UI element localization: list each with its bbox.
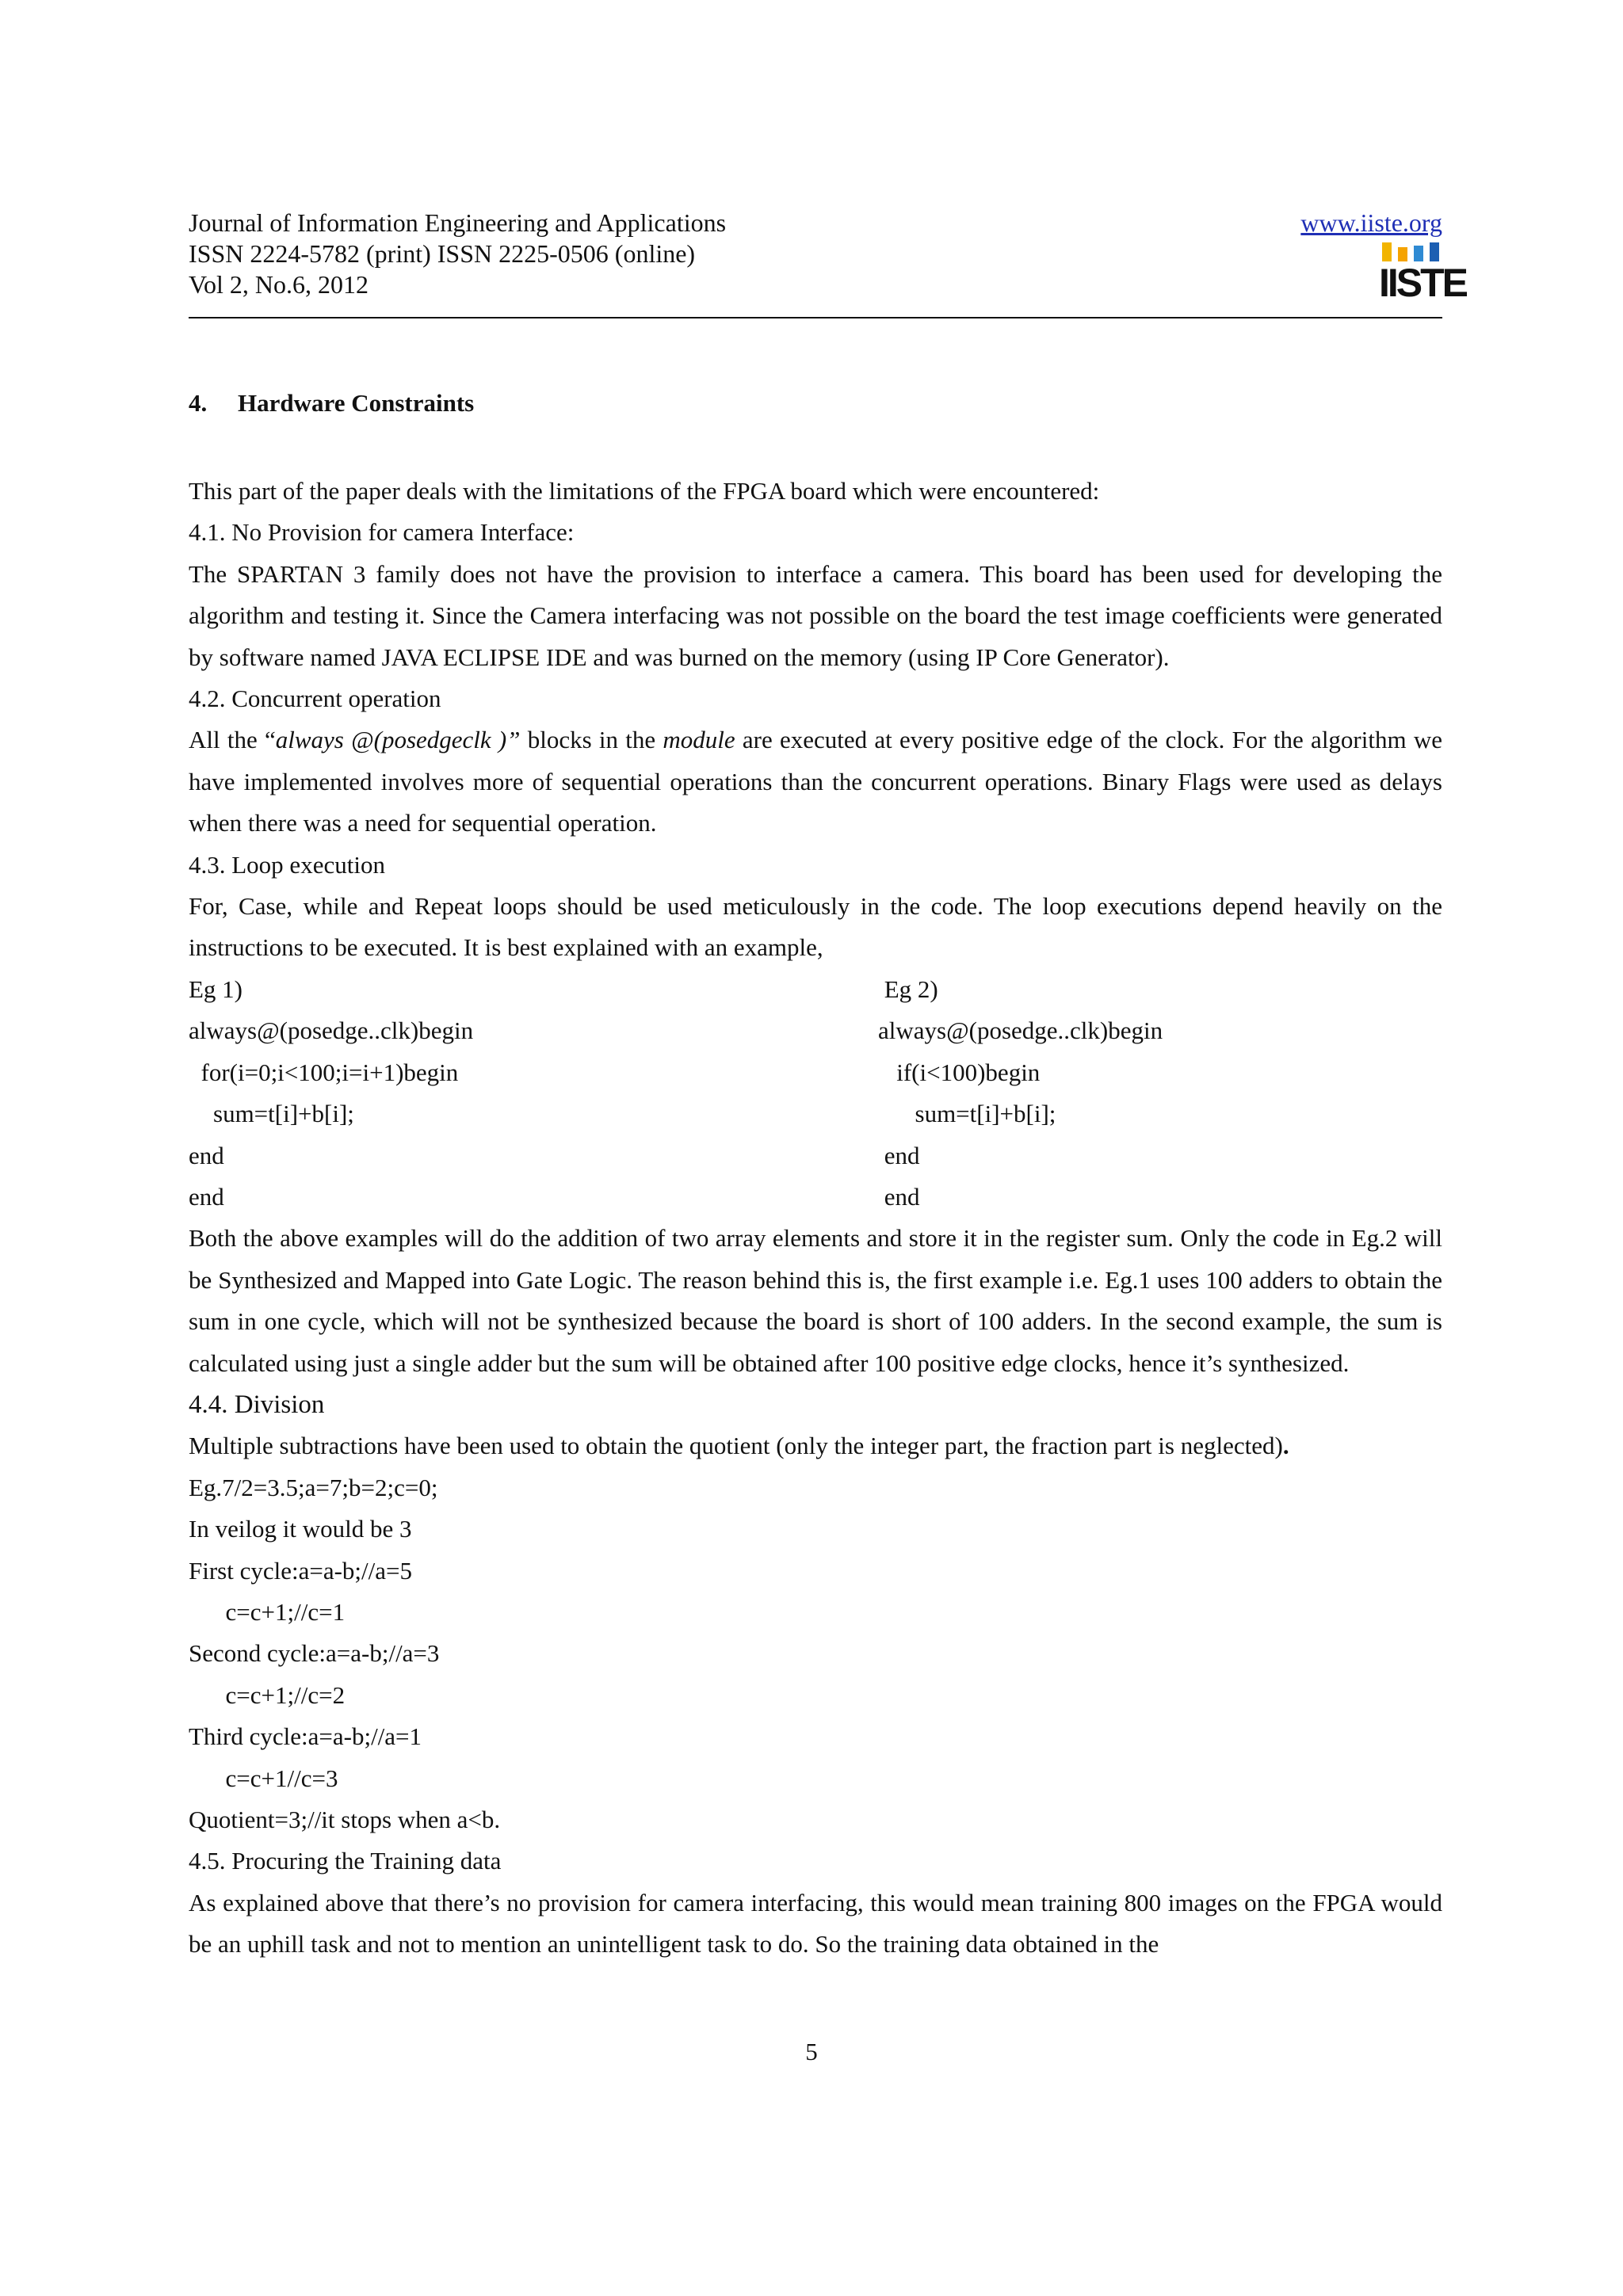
division-example-line: Second cycle:a=a-b;//a=3 <box>189 1639 440 1668</box>
division-example-line: c=c+1;//c=1 <box>189 1597 346 1626</box>
code-row <box>189 1093 1442 1135</box>
division-example-line: c=c+1;//c=2 <box>189 1680 346 1709</box>
section-title: Hardware Constraints <box>238 389 475 417</box>
subsection-4-1-text: The SPARTAN 3 family does not have the provision to interface a camera. This board has been used for developing the algorithm and testing it. Since the Camera interfacing was not possible on the board the test image coefficients were generated by software named JAVA ECLIPSE IDE and was burned on the memory (using IP Core Generator). <box>189 559 1442 671</box>
code-left: always@(posedge..clk)begin <box>189 1016 474 1045</box>
journal-name: Journal of Information Engineering and Applications <box>189 208 727 237</box>
subsection-4-4-text: Multiple subtractions have been used to obtain the quotient (only the integer part, the fraction part is neglected). <box>189 1432 1289 1460</box>
page-content <box>189 208 1467 1966</box>
subsection-4-2-text: All the “always @(posedgeclk )” blocks in the module are executed at every positive edge of the clock. For the algorithm we have implemented involves more of sequential operations than the concurrent operations. Binary Flags were used as delays when there was a need for sequential operation. <box>189 726 1442 837</box>
code-right: end <box>878 1141 920 1169</box>
code-right: sum=t[i]+b[i]; <box>878 1100 1056 1128</box>
division-example-line: Quotient=3;//it stops when a<b. <box>189 1806 501 1833</box>
division-example-line: First cycle:a=a-b;//a=5 <box>189 1556 413 1585</box>
subsection-4-4-heading: 4.4. Division <box>189 1390 325 1419</box>
code-left: sum=t[i]+b[i]; <box>189 1100 354 1128</box>
code-left: end <box>189 1141 224 1169</box>
iiste-logo-text: IISTE <box>1379 261 1467 305</box>
always-block-term: always @(posedgeclk )” <box>275 726 521 754</box>
code-right: if(i<100)begin <box>878 1058 1041 1086</box>
code-row <box>189 969 1442 1010</box>
division-example-line: In veilog it would be 3 <box>189 1515 412 1543</box>
code-left: Eg 1) <box>189 974 243 1003</box>
subsection-4-5-text: As explained above that there’s no provision for camera interfacing, this would mean training 800 images on the FPGA would be an uphill task and not to mention an unintelligent task to do. So the training data obtained in the <box>189 1888 1442 1958</box>
code-row <box>189 1135 1442 1177</box>
page-number: 5 <box>805 2038 818 2065</box>
code-right: end <box>878 1182 920 1211</box>
code-right: always@(posedge..clk)begin <box>878 1016 1163 1045</box>
code-right: Eg 2) <box>878 974 938 1003</box>
code-row <box>189 1010 1442 1051</box>
loop-code-example <box>189 969 1442 1218</box>
running-header <box>189 208 1467 318</box>
code-left: for(i=0;i<100;i=i+1)begin <box>189 1058 459 1086</box>
subsection-4-3-explanation: Both the above examples will do the addition of two array elements and store it in the register sum. Only the code in Eg.2 will be Synthesized and Mapped into Gate Logic. The reason behind this is, the first example i.e. Eg.1 uses 100 adders to obtain the sum in one cycle, which will not be synthesized because the board is short of 100 adders. In the second example, the sum is calculated using just a single adder but the sum will be obtained after 100 positive edge clocks, hence it’s synthesized. <box>189 1224 1442 1377</box>
subsection-4-3-text: For, Case, while and Repeat loops should be used meticulously in the code. The loop executions depend heavily on the instructions to be executed. It is best explained with an example, <box>189 892 1442 962</box>
section-number: 4. <box>189 389 208 417</box>
subsection-4-5-heading: 4.5. Procuring the Training data <box>189 1847 502 1875</box>
division-example-line: c=c+1//c=3 <box>189 1764 338 1792</box>
code-row <box>189 1177 1442 1218</box>
intro-paragraph: This part of the paper deals with the limitations of the FPGA board which were encountered: <box>189 477 1100 505</box>
journal-url-link[interactable]: www.iiste.org <box>1300 208 1442 237</box>
division-example-line: Eg.7/2=3.5;a=7;b=2;c=0; <box>189 1473 438 1501</box>
code-left: end <box>189 1182 224 1211</box>
subsection-4-2-heading: 4.2. Concurrent operation <box>189 685 441 713</box>
code-row <box>189 1052 1442 1093</box>
subsection-4-1-heading: 4.1. No Provision for camera Interface: <box>189 518 575 547</box>
division-example-line: Third cycle:a=a-b;//a=1 <box>189 1722 422 1751</box>
section-body <box>189 471 1442 1966</box>
module-term: module <box>663 726 735 754</box>
section-heading <box>189 388 1442 418</box>
journal-issn: ISSN 2224-5782 (print) ISSN 2225-0506 (online) <box>189 239 696 268</box>
subsection-4-3-heading: 4.3. Loop execution <box>189 850 385 879</box>
iiste-logo-icon <box>1379 242 1467 309</box>
journal-volume: Vol 2, No.6, 2012 <box>189 270 369 299</box>
